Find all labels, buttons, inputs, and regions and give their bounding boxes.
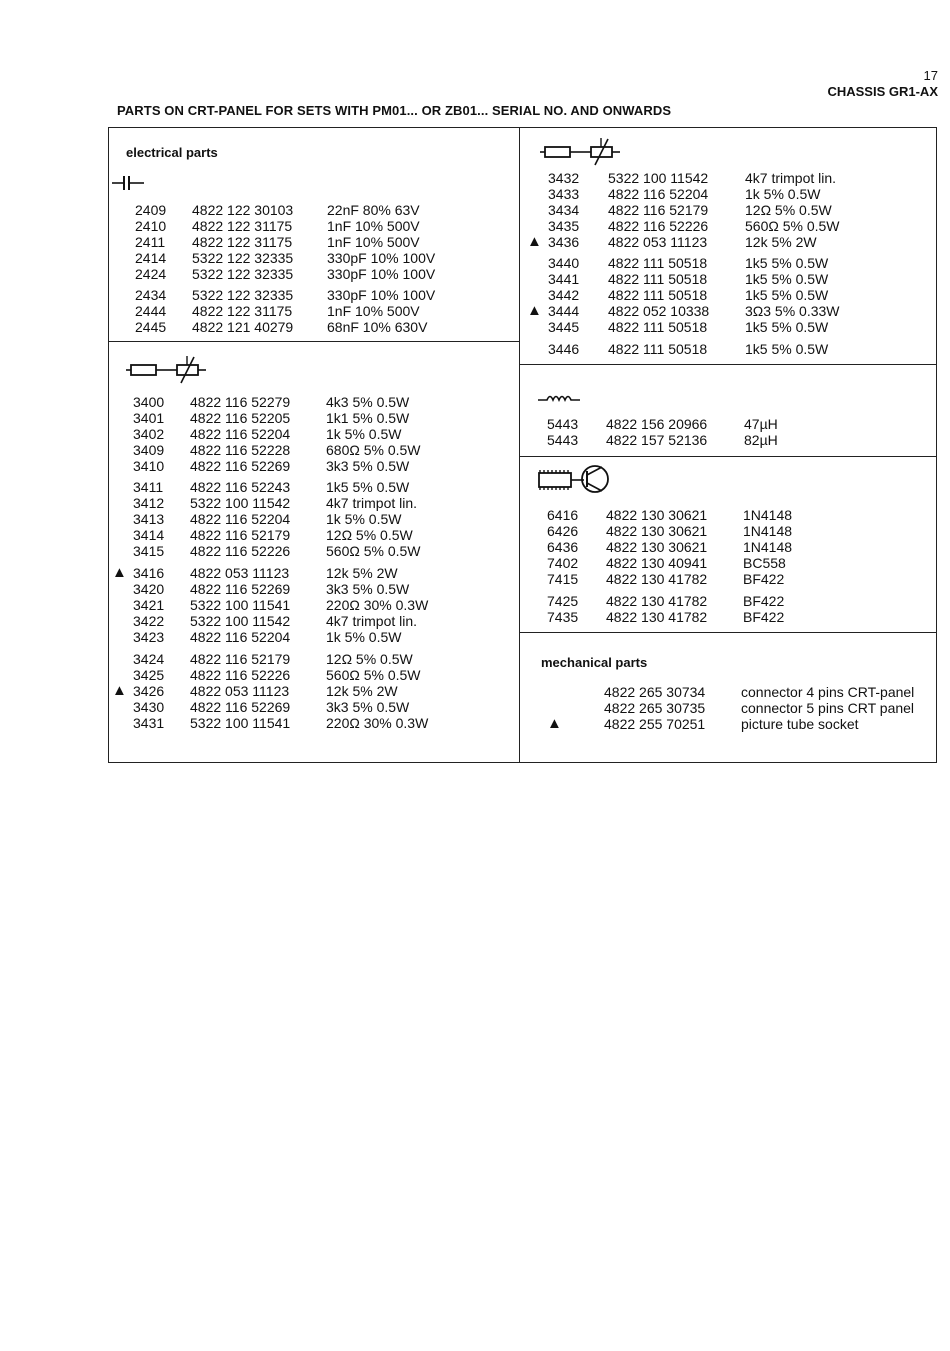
resistor-trimpot-symbol-icon-right xyxy=(540,137,624,167)
position-number: 3434 xyxy=(548,202,580,218)
part-code: 5322 122 32335 xyxy=(192,250,294,266)
resistors-cont-row xyxy=(0,319,950,335)
warning-triangle-icon: ▲ xyxy=(547,715,562,732)
part-code: 5322 100 11542 xyxy=(190,495,291,511)
part-description: 560Ω 5% 0.5W xyxy=(326,667,421,683)
semiconductors-row xyxy=(0,523,950,539)
part-description: connector 4 pins CRT-panel xyxy=(741,684,915,700)
position-number: 6426 xyxy=(547,523,579,539)
part-description: 12Ω 5% 0.5W xyxy=(326,651,413,667)
part-code: 5322 100 11541 xyxy=(190,715,291,731)
part-code: 4822 116 52269 xyxy=(190,458,291,474)
part-description: 1k 5% 0.5W xyxy=(326,511,402,527)
part-description: 12Ω 5% 0.5W xyxy=(326,527,413,543)
position-number: 2445 xyxy=(135,319,167,335)
position-number: 2409 xyxy=(135,202,167,218)
part-code: 4822 130 40941 xyxy=(606,555,708,571)
part-code: 4822 116 52204 xyxy=(608,186,709,202)
resistors-cont-row xyxy=(0,218,950,234)
position-number: 2424 xyxy=(135,266,167,282)
resistors-row xyxy=(0,394,950,410)
position-number: 5443 xyxy=(547,416,579,432)
items-row xyxy=(0,716,950,732)
part-description: 1k1 5% 0.5W xyxy=(326,410,410,426)
part-description: 1k 5% 0.5W xyxy=(326,629,402,645)
position-number: 3435 xyxy=(548,218,580,234)
part-description: 4k3 5% 0.5W xyxy=(326,394,410,410)
part-code: 5322 122 32335 xyxy=(192,287,294,303)
warning-triangle-icon: ▲ xyxy=(527,233,542,250)
semiconductors-row xyxy=(0,593,950,609)
position-number: 3400 xyxy=(133,394,165,410)
part-code: 5322 122 32335 xyxy=(192,266,294,282)
part-description: 12k 5% 2W xyxy=(326,565,398,581)
position-number: 3411 xyxy=(133,479,164,495)
part-code: 4822 116 52226 xyxy=(190,543,291,559)
part-code: 4822 116 52179 xyxy=(190,651,291,667)
items-row xyxy=(0,684,950,700)
position-number: 3423 xyxy=(133,629,165,645)
part-description: connector 5 pins CRT panel xyxy=(741,700,915,716)
part-code: 4822 116 52179 xyxy=(608,202,709,218)
electrical-parts-title: electrical parts xyxy=(126,145,218,160)
part-code: 4822 116 52269 xyxy=(190,699,291,715)
position-number: 3431 xyxy=(133,715,165,731)
part-description: 12k 5% 2W xyxy=(745,234,817,250)
part-code: 4822 116 52204 xyxy=(190,426,291,442)
position-number: 3409 xyxy=(133,442,165,458)
position-number: 3445 xyxy=(548,319,580,335)
page-number: 17 xyxy=(923,68,938,83)
part-code: 4822 116 52279 xyxy=(190,394,291,410)
resistors-row xyxy=(0,629,950,645)
part-description: 1k5 5% 0.5W xyxy=(745,255,829,271)
position-number: 3424 xyxy=(133,651,165,667)
part-description: 1k5 5% 0.5W xyxy=(745,271,829,287)
part-description: 3Ω3 5% 0.33W xyxy=(745,303,840,319)
divider-right-1 xyxy=(519,364,937,365)
position-number: 2434 xyxy=(135,287,167,303)
warning-triangle-icon: ▲ xyxy=(527,302,542,319)
warning-triangle-icon: ▲ xyxy=(112,564,127,581)
part-description: 1nF 10% 500V xyxy=(327,234,420,250)
position-number: 3422 xyxy=(133,613,165,629)
part-description: 4k7 trimpot lin. xyxy=(326,495,418,511)
resistors-cont-row xyxy=(0,234,950,250)
part-code: 4822 111 50518 xyxy=(608,287,708,303)
part-description: 560Ω 5% 0.5W xyxy=(326,543,421,559)
part-code: 4822 130 30621 xyxy=(606,539,708,555)
position-number: 3414 xyxy=(133,527,165,543)
part-code: 4822 116 52226 xyxy=(608,218,709,234)
coils-row xyxy=(0,432,950,448)
position-number: 3444 xyxy=(548,303,580,319)
position-number: 3420 xyxy=(133,581,165,597)
position-number: 3425 xyxy=(133,667,165,683)
part-description: 12k 5% 2W xyxy=(326,683,398,699)
part-description: BF422 xyxy=(743,571,785,587)
part-description: 22nF 80% 63V xyxy=(327,202,420,218)
position-number: 7435 xyxy=(547,609,579,625)
part-code: 4822 053 11123 xyxy=(190,565,290,581)
part-code: 4822 116 52179 xyxy=(190,527,291,543)
part-code: 4822 111 50518 xyxy=(608,255,708,271)
part-description: BF422 xyxy=(743,609,785,625)
position-number: 3432 xyxy=(548,170,580,186)
part-code: 4822 116 52204 xyxy=(190,629,291,645)
position-number: 2444 xyxy=(135,303,167,319)
part-code: 4822 111 50518 xyxy=(608,271,708,287)
part-code: 4822 122 31175 xyxy=(192,303,293,319)
resistors-cont-row xyxy=(0,287,950,303)
part-code: 4822 122 31175 xyxy=(192,218,293,234)
position-number: 3436 xyxy=(548,234,580,250)
position-number: 3415 xyxy=(133,543,165,559)
semiconductors-row xyxy=(0,609,950,625)
position-number: 2414 xyxy=(135,250,167,266)
part-description: 220Ω 30% 0.3W xyxy=(326,715,429,731)
part-code: 4822 156 20966 xyxy=(606,416,708,432)
position-number: 7415 xyxy=(547,571,579,587)
position-number: 6436 xyxy=(547,539,579,555)
part-code: 4822 255 70251 xyxy=(604,716,706,732)
part-code: 4822 116 52228 xyxy=(190,442,291,458)
part-code: 4822 121 40279 xyxy=(192,319,294,335)
part-description: 1k 5% 0.5W xyxy=(326,426,402,442)
part-description: BC558 xyxy=(743,555,786,571)
position-number: 3433 xyxy=(548,186,580,202)
resistors-cont-row xyxy=(0,341,950,357)
part-description: 330pF 10% 100V xyxy=(327,287,436,303)
position-number: 7402 xyxy=(547,555,579,571)
resistors-row xyxy=(0,458,950,474)
mechanical-parts-title: mechanical parts xyxy=(541,655,648,670)
part-code: 4822 116 52205 xyxy=(190,410,291,426)
part-description: 1k5 5% 0.5W xyxy=(745,341,829,357)
part-description: 47µH xyxy=(744,416,778,432)
position-number: 2410 xyxy=(135,218,167,234)
position-number: 3416 xyxy=(133,565,165,581)
part-code: 4822 116 52204 xyxy=(190,511,291,527)
part-description: 12Ω 5% 0.5W xyxy=(745,202,832,218)
part-code: 4822 130 41782 xyxy=(606,609,708,625)
part-description: 3k3 5% 0.5W xyxy=(326,581,410,597)
resistors-cont-row xyxy=(0,303,950,319)
part-description: BF422 xyxy=(743,593,785,609)
position-number: 3401 xyxy=(133,410,165,426)
part-code: 4822 265 30735 xyxy=(604,700,706,716)
position-number: 3442 xyxy=(548,287,580,303)
part-code: 4822 116 52269 xyxy=(190,581,291,597)
part-code: 5322 100 11541 xyxy=(190,597,291,613)
position-number: 3413 xyxy=(133,511,165,527)
resistors-cont-row xyxy=(0,255,950,271)
items-row xyxy=(0,700,950,716)
part-code: 4822 111 50518 xyxy=(608,341,708,357)
part-code: 4822 116 52243 xyxy=(190,479,291,495)
part-code: 4822 122 31175 xyxy=(192,234,293,250)
part-description: 680Ω 5% 0.5W xyxy=(326,442,421,458)
part-code: 5322 100 11542 xyxy=(608,170,709,186)
semiconductors-row xyxy=(0,571,950,587)
part-description: 220Ω 30% 0.3W xyxy=(326,597,429,613)
resistors-cont-row xyxy=(0,271,950,287)
resistors-row xyxy=(0,667,950,683)
resistors-cont-row xyxy=(0,202,950,218)
part-description: 330pF 10% 100V xyxy=(327,266,436,282)
part-code: 4822 052 10338 xyxy=(608,303,710,319)
part-description: 82µH xyxy=(744,432,778,448)
part-description: 1N4148 xyxy=(743,523,793,539)
coils-row xyxy=(0,416,950,432)
position-number: 2411 xyxy=(135,234,166,250)
semiconductors-row xyxy=(0,539,950,555)
position-number: 7425 xyxy=(547,593,579,609)
position-number: 3410 xyxy=(133,458,165,474)
position-number: 5443 xyxy=(547,432,579,448)
part-code: 4822 116 52226 xyxy=(190,667,291,683)
position-number: 3421 xyxy=(133,597,165,613)
part-description: 1N4148 xyxy=(743,539,793,555)
part-description: 1N4148 xyxy=(743,507,793,523)
part-description: 560Ω 5% 0.5W xyxy=(745,218,840,234)
part-code: 4822 157 52136 xyxy=(606,432,708,448)
chassis-label: CHASSIS GR1-AX xyxy=(827,84,938,99)
part-description: 1nF 10% 500V xyxy=(327,218,420,234)
position-number: 3440 xyxy=(548,255,580,271)
part-code: 4822 130 30621 xyxy=(606,507,708,523)
part-code: 4822 130 41782 xyxy=(606,593,708,609)
part-description: 4k7 trimpot lin. xyxy=(745,170,837,186)
position-number: 3430 xyxy=(133,699,165,715)
warning-triangle-icon: ▲ xyxy=(112,682,127,699)
part-description: 1k 5% 0.5W xyxy=(745,186,821,202)
part-code: 4822 122 30103 xyxy=(192,202,294,218)
resistors-cont-row xyxy=(0,186,950,202)
resistors-cont-row xyxy=(0,170,950,186)
resistors-row xyxy=(0,479,950,495)
part-code: 4822 111 50518 xyxy=(608,319,708,335)
part-code: 4822 265 30734 xyxy=(604,684,706,700)
part-description: 1k5 5% 0.5W xyxy=(745,287,829,303)
part-description: 330pF 10% 100V xyxy=(327,250,436,266)
part-description: 68nF 10% 630V xyxy=(327,319,428,335)
position-number: 3402 xyxy=(133,426,165,442)
part-description: 1k5 5% 0.5W xyxy=(326,479,410,495)
part-code: 4822 130 41782 xyxy=(606,571,708,587)
position-number: 6416 xyxy=(547,507,579,523)
position-number: 3412 xyxy=(133,495,165,511)
part-description: 4k7 trimpot lin. xyxy=(326,613,418,629)
resistor-trimpot-symbol-icon xyxy=(126,355,210,385)
part-description: picture tube socket xyxy=(741,716,859,732)
part-code: 5322 100 11542 xyxy=(190,613,291,629)
position-number: 3446 xyxy=(548,341,580,357)
part-description: 1nF 10% 500V xyxy=(327,303,420,319)
part-description: 1k5 5% 0.5W xyxy=(745,319,829,335)
semiconductors-row xyxy=(0,507,950,523)
position-number: 3426 xyxy=(133,683,165,699)
part-description: 3k3 5% 0.5W xyxy=(326,699,410,715)
resistors-row xyxy=(0,651,950,667)
part-code: 4822 053 11123 xyxy=(190,683,290,699)
position-number: 3441 xyxy=(548,271,580,287)
semiconductors-row xyxy=(0,555,950,571)
part-description: 3k3 5% 0.5W xyxy=(326,458,410,474)
part-code: 4822 053 11123 xyxy=(608,234,708,250)
part-code: 4822 130 30621 xyxy=(606,523,708,539)
page-title: PARTS ON CRT-PANEL FOR SETS WITH PM01... OR ZB01... SERIAL NO. AND ONWARDS xyxy=(117,103,672,118)
